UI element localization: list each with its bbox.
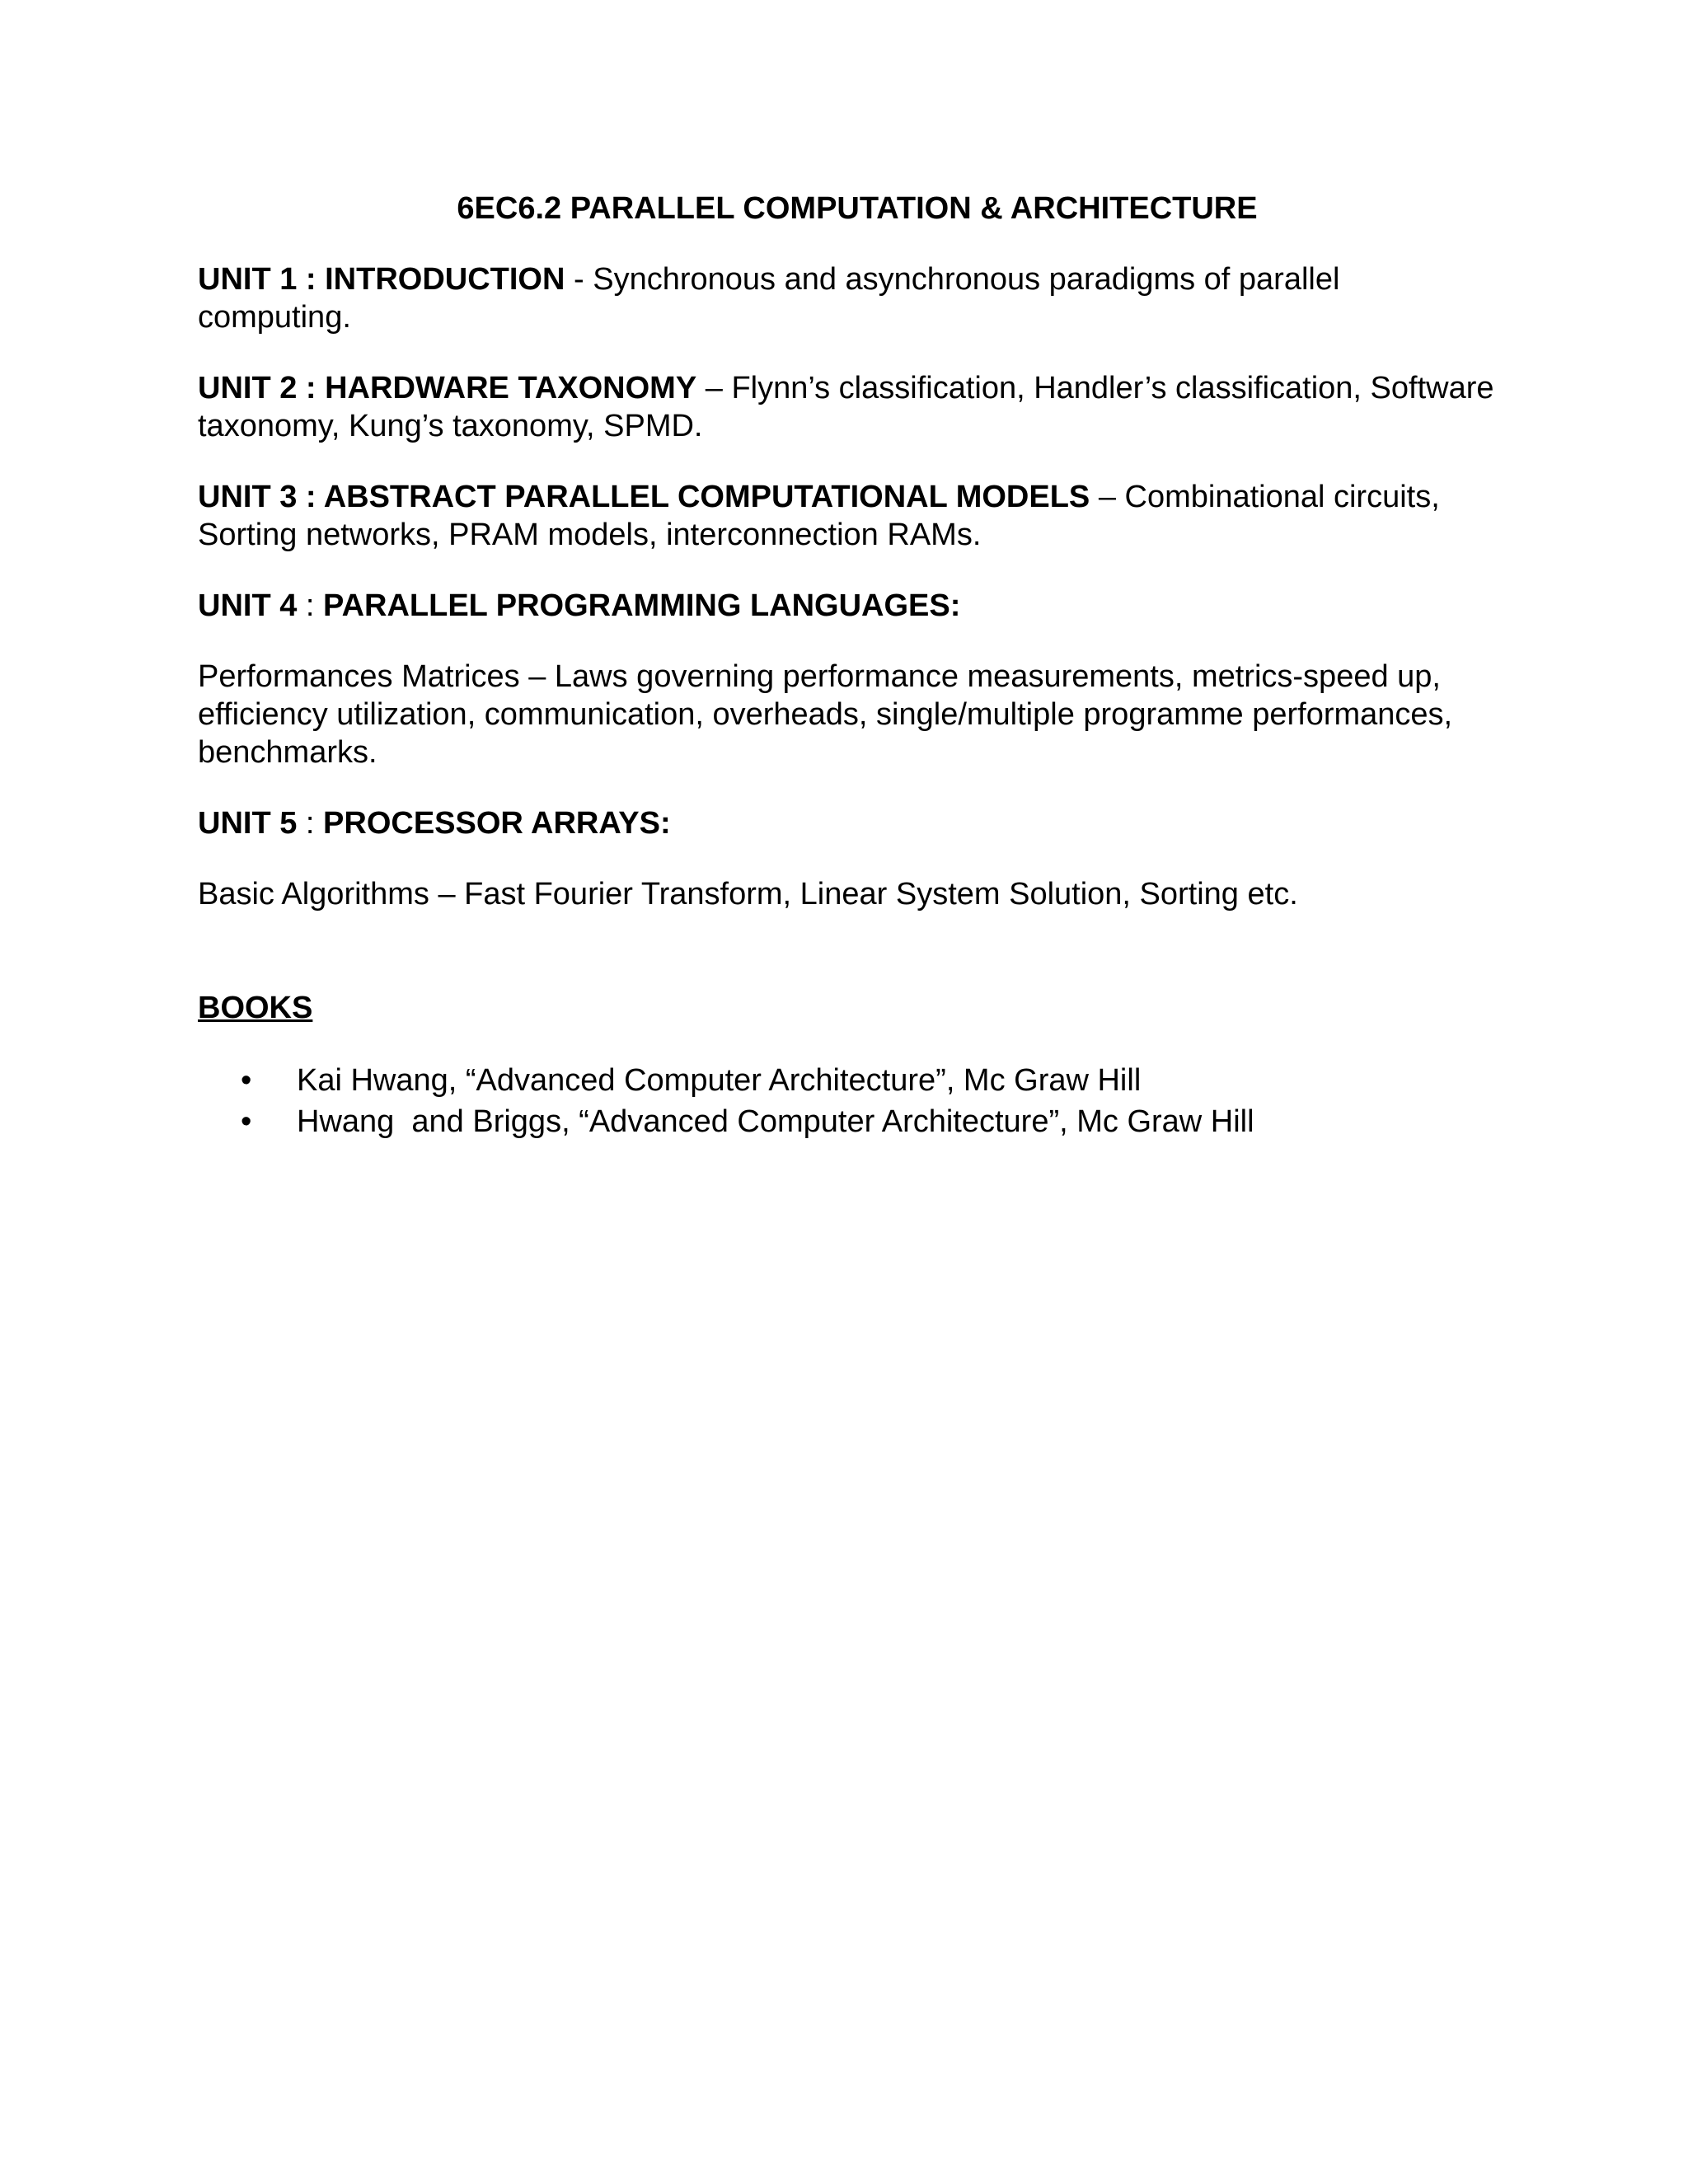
bullet-icon: •	[241, 1063, 252, 1098]
unit-5-title: PROCESSOR ARRAYS:	[323, 806, 671, 841]
unit-5-heading	[198, 804, 1500, 842]
unit-1-text: Synchronous and asynchronous paradigms of parallel computing.	[198, 262, 1340, 335]
unit-3-text: Combinational circuits, Sorting networks, PRAM models, interconnection RAMs.	[198, 480, 1440, 552]
unit-1-paragraph	[198, 260, 1500, 336]
unit-5-colon: :	[297, 806, 324, 841]
page-title: 6EC6.2 PARALLEL COMPUTATION & ARCHITECTURE	[457, 191, 1258, 226]
unit-2-text: Flynn’s classification, Handler’s classification, Software taxonomy, Kung’s taxonomy, SPMD.	[198, 371, 1494, 443]
unit-2-paragraph	[198, 369, 1500, 445]
unit-5-body: Basic Algorithms – Fast Fourier Transform, Linear System Solution, Sorting etc.	[198, 877, 1298, 912]
unit-4-body: Performances Matrices – Laws governing performance measurements, metrics-speed up, efficiency utilization, communication, overheads, single/multiple programme performances, benchmarks.	[198, 659, 1453, 770]
unit-3-paragraph	[198, 478, 1500, 554]
book-1-text: Kai Hwang, “Advanced Computer Architecture”, Mc Graw Hill	[297, 1063, 1142, 1098]
books-list	[198, 1060, 1500, 1142]
unit-4-colon: :	[297, 588, 324, 623]
unit-1-label: UNIT 1 : INTRODUCTION	[198, 262, 565, 297]
list-item	[198, 1060, 1500, 1101]
unit-1-separator: -	[565, 262, 593, 297]
unit-4-title: PARALLEL PROGRAMMING LANGUAGES:	[323, 588, 961, 623]
unit-4-number: UNIT 4	[198, 588, 298, 623]
list-item	[198, 1101, 1500, 1142]
unit-4-heading	[198, 587, 1500, 625]
unit-3-separator: –	[1090, 480, 1125, 514]
book-2-text: Hwang and Briggs, “Advanced Computer Architecture”, Mc Graw Hill	[297, 1104, 1254, 1139]
bullet-icon: •	[241, 1104, 252, 1139]
unit-5-number: UNIT 5	[198, 806, 298, 841]
syllabus-page	[198, 190, 1500, 1142]
unit-3-label: UNIT 3 : ABSTRACT PARALLEL COMPUTATIONAL MODELS	[198, 480, 1090, 514]
unit-2-label: UNIT 2 : HARDWARE TAXONOMY	[198, 371, 697, 405]
unit-2-separator: –	[696, 371, 732, 405]
books-heading: BOOKS	[198, 991, 313, 1025]
